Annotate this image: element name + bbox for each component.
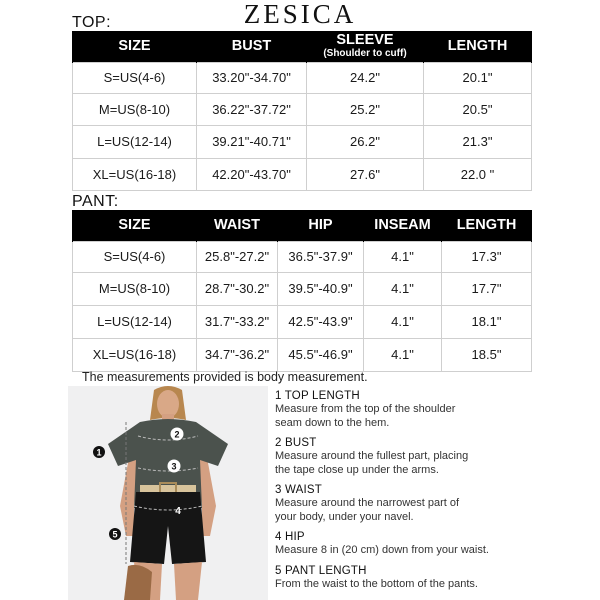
waist-cell: 25.8"-27.2": [197, 241, 278, 272]
guide-title: 3 WAIST: [275, 484, 322, 496]
guide-item-bust: [275, 437, 593, 477]
right-leg: [174, 562, 202, 600]
length-cell: 18.5": [442, 338, 532, 371]
table-row: [73, 241, 532, 272]
length-cell: 18.1": [442, 305, 532, 338]
marker-5-label: 5: [112, 529, 118, 540]
size-cell: L=US(12-14): [73, 305, 197, 338]
measurement-guide: [275, 390, 593, 598]
table-row: [73, 93, 532, 125]
col-header-bust: BUST: [197, 31, 307, 62]
sleeve-cell: 26.2": [307, 125, 424, 158]
table-row: [73, 272, 532, 305]
guide-title: 4 HIP: [275, 531, 305, 543]
inseam-cell: 4.1": [364, 338, 442, 371]
col-header-length: LENGTH: [424, 31, 532, 62]
length-cell: 17.7": [442, 272, 532, 305]
size-cell: XL=US(16-18): [73, 338, 197, 371]
table-row: [73, 305, 532, 338]
top-size-table: [72, 31, 532, 191]
table-row: [73, 338, 532, 371]
sleeve-cell: 25.2": [307, 93, 424, 125]
guide-desc-line: Measure around the fullest part, placing: [275, 450, 469, 462]
table-row: [73, 125, 532, 158]
marker-1-label: 1: [96, 447, 102, 458]
marker-2-label: 2: [174, 429, 180, 440]
bust-cell: 39.21"-40.71": [197, 125, 307, 158]
guide-item-hip: [275, 531, 593, 558]
size-cell: L=US(12-14): [73, 125, 197, 158]
face-shape: [157, 390, 179, 418]
guide-desc-line: From the waist to the bottom of the pants.: [275, 577, 478, 590]
col-header-length: LENGTH: [442, 210, 532, 241]
bust-cell: 33.20"-34.70": [197, 62, 307, 93]
model-illustration: [68, 386, 268, 600]
col-header-waist: WAIST: [197, 210, 278, 241]
guide-desc-line: Measure from the top of the shoulder: [275, 403, 456, 415]
col-header-hip: HIP: [278, 210, 364, 241]
sleeve-cell: 27.6": [307, 158, 424, 190]
marker-3-label: 3: [171, 461, 177, 472]
sleeve-header-label: SLEEVE: [336, 32, 394, 49]
size-cell: XL=US(16-18): [73, 158, 197, 190]
length-cell: 22.0 ": [424, 158, 532, 190]
hip-cell: 39.5"-40.9": [278, 272, 364, 305]
sleeve-header-sublabel: (Shoulder to cuff): [323, 48, 407, 60]
guide-title: 2 BUST: [275, 437, 317, 449]
marker-4-label: 4: [175, 506, 181, 517]
hip-cell: 45.5"-46.9": [278, 338, 364, 371]
size-cell: M=US(8-10): [73, 272, 197, 305]
col-header-inseam: INSEAM: [364, 210, 442, 241]
col-header-size: SIZE: [73, 31, 197, 62]
inseam-cell: 4.1": [364, 305, 442, 338]
shorts: [130, 492, 206, 564]
bust-cell: 42.20"-43.70": [197, 158, 307, 190]
guide-desc-line: Measure 8 in (20 cm) down from your waist.: [275, 544, 489, 556]
model-photo-panel: [68, 386, 268, 600]
size-cell: S=US(4-6): [73, 241, 197, 272]
table-row: [73, 62, 532, 93]
col-header-sleeve: [307, 31, 424, 62]
waist-cell: 28.7"-30.2": [197, 272, 278, 305]
guide-title: 5 PANT LENGTH: [275, 564, 367, 577]
guide-title: 1 TOP LENGTH: [275, 390, 360, 402]
guide-item-top-length: [275, 390, 593, 430]
table-row: [73, 158, 532, 190]
handbag: [124, 565, 152, 600]
guide-desc-line: your body, under your navel.: [275, 510, 414, 523]
brand-logo: ZESICA: [243, 0, 357, 29]
top-section-label: TOP:: [72, 14, 112, 31]
length-cell: 20.1": [424, 62, 532, 93]
col-header-size: SIZE: [73, 210, 197, 241]
bust-cell: 36.22"-37.72": [197, 93, 307, 125]
measurement-note: The measurements provided is body measurement.: [82, 370, 368, 384]
sleeve-cell: 24.2": [307, 62, 424, 93]
guide-item-pant-length: [275, 565, 593, 592]
hip-cell: 36.5"-37.9": [278, 241, 364, 272]
guide-desc-line: the tape close up under the arms.: [275, 463, 439, 476]
waist-cell: 31.7"-33.2": [197, 305, 278, 338]
guide-desc-line: Measure around the narrowest part of: [275, 497, 460, 509]
length-cell: 21.3": [424, 125, 532, 158]
pant-section-label: PANT:: [72, 193, 119, 210]
guide-desc-line: seam down to the hem.: [275, 416, 390, 429]
hip-cell: 42.5"-43.9": [278, 305, 364, 338]
pant-size-table: [72, 210, 532, 372]
inseam-cell: 4.1": [364, 272, 442, 305]
waist-cell: 34.7"-36.2": [197, 338, 278, 371]
length-cell: 20.5": [424, 93, 532, 125]
length-cell: 17.3": [442, 241, 532, 272]
inseam-cell: 4.1": [364, 241, 442, 272]
belt: [140, 485, 196, 493]
size-cell: S=US(4-6): [73, 62, 197, 93]
guide-item-waist: [275, 484, 593, 524]
size-cell: M=US(8-10): [73, 93, 197, 125]
